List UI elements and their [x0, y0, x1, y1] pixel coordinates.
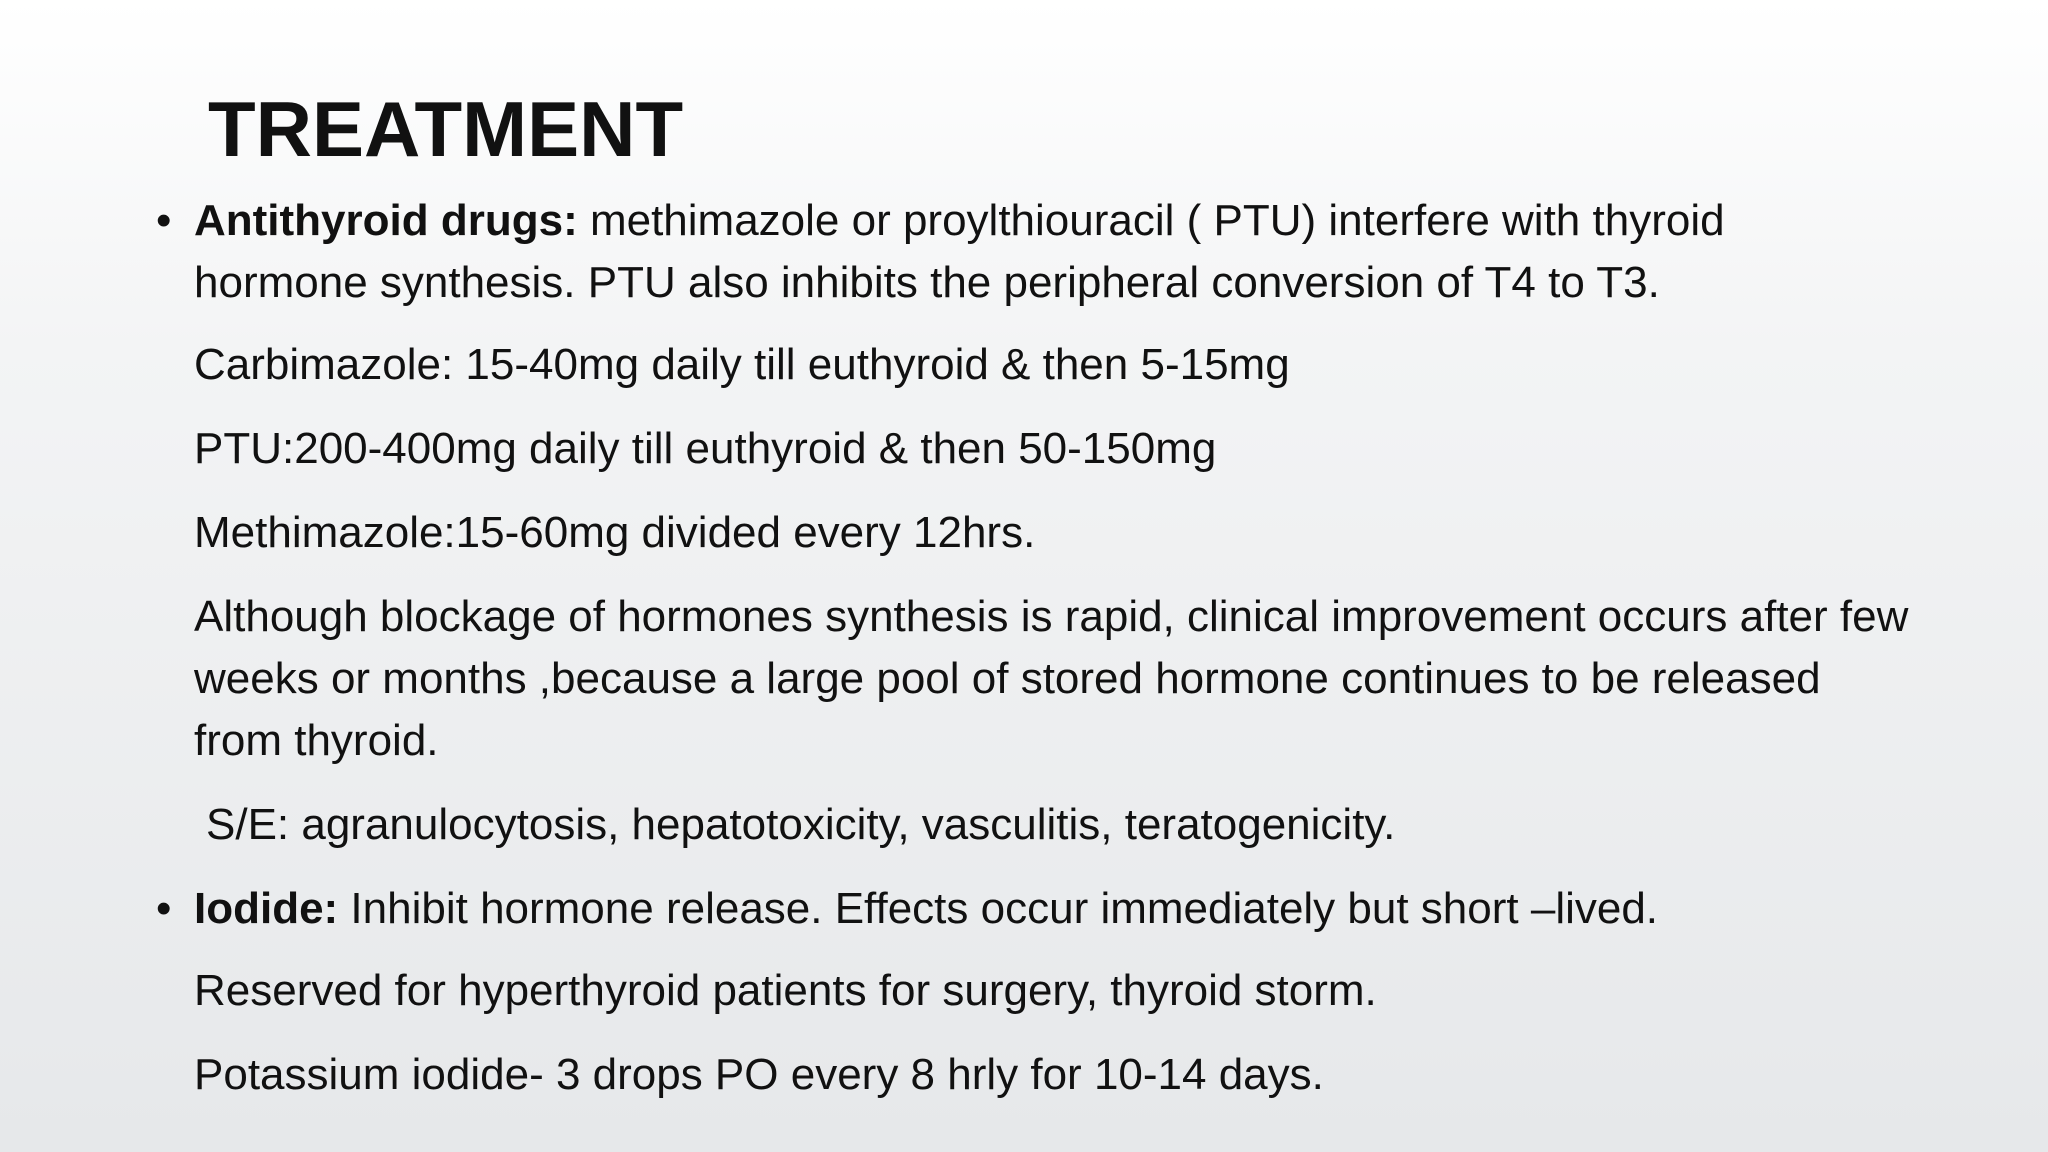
bullet-text: Inhibit hormone release. Effects occur immediately but short –lived. — [338, 884, 1659, 933]
sub-line-ptu: PTU:200-400mg daily till euthyroid & then 50-150mg — [194, 424, 1217, 473]
sub-line-reserved: Reserved for hyperthyroid patients for surgery, thyroid storm. — [194, 966, 1377, 1015]
bullet-dot-icon: • — [156, 196, 172, 245]
bullet-lead: Antithyroid drugs: — [194, 196, 578, 245]
slide-content — [150, 190, 1910, 1106]
bullet-iodide — [150, 878, 1910, 940]
slide-title: TREATMENT — [208, 85, 684, 173]
bullet-text: methimazole or proylthiouracil ( PTU) interfere with thyroid hormone synthesis. PTU also inhibits the peripheral conversion of T4 to T3. — [194, 196, 1725, 307]
bullet-antithyroid-drugs — [150, 190, 1910, 314]
sub-line-clinical-note: Although blockage of hormones synthesis is rapid, clinical improvement occurs after few weeks or months ,because a large pool of stored hormone continues to be released from thyroid. — [194, 592, 1909, 765]
sub-line-methimazole: Methimazole:15-60mg divided every 12hrs. — [194, 508, 1036, 557]
sub-line-carbimazole: Carbimazole: 15-40mg daily till euthyroid & then 5-15mg — [194, 340, 1290, 389]
bullet-lead: Iodide: — [194, 884, 339, 933]
sub-line-potassium-iodide: Potassium iodide- 3 drops PO every 8 hrly for 10-14 days. — [194, 1050, 1324, 1099]
bullet-dot-icon: • — [156, 884, 172, 933]
sub-line-side-effects: S/E: agranulocytosis, hepatotoxicity, vasculitis, teratogenicity. — [206, 800, 1396, 849]
